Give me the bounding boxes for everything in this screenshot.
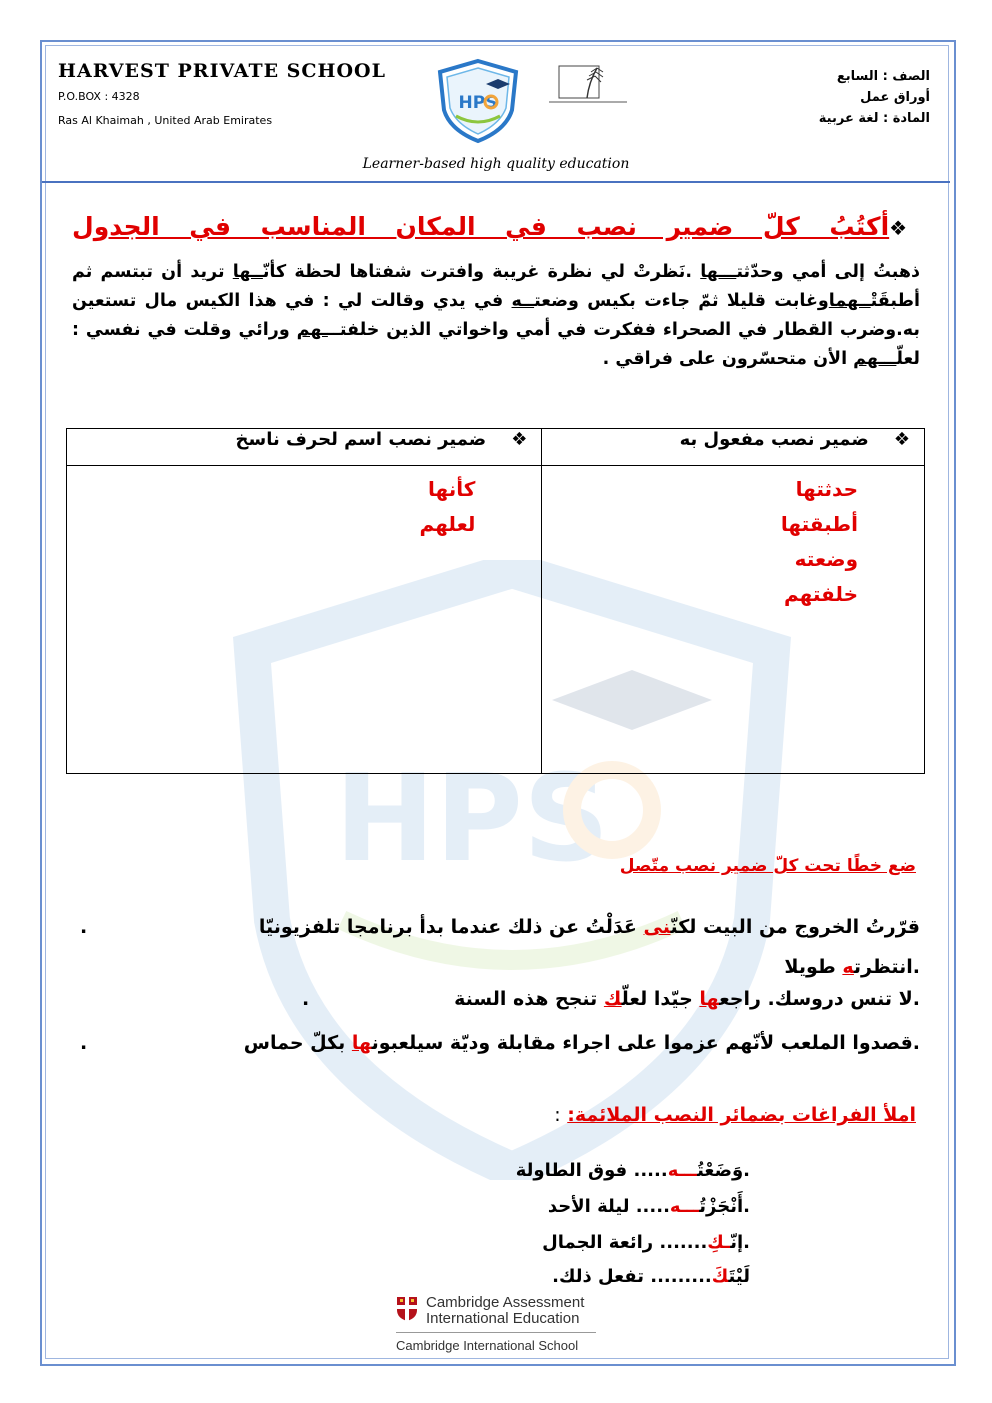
sentence-text: جيّدا لعلّ (621, 988, 700, 1010)
school-tagline: Learner-based high quality education (362, 156, 630, 172)
filled-pronoun: كَ (711, 1266, 729, 1287)
school-name: HARVEST PRIVATE SCHOOL (58, 60, 386, 82)
hps-shield-logo (436, 58, 520, 144)
svg-text:HPS: HPS (334, 750, 610, 889)
passage-text: ذهبتُ إلى أمي وحدّثت (736, 262, 920, 282)
cambridge-line1: Cambridge Assessment (426, 1294, 585, 1311)
table-header-text: ضمير نصب مفعول به (679, 429, 869, 450)
fill-text: .أَنْجَزْتُ (699, 1196, 750, 1217)
sentence-text: قرّرتُ الخروج من البيت لكنّ (670, 916, 920, 938)
sentence-text: تنجح هذه السنة (454, 988, 604, 1010)
fill-text: ......... تفعل ذلك. (552, 1266, 712, 1287)
sentence-text: عَدَلْتُ عن ذلك عندما بدأ برنامجا تلفزيونيّا (258, 916, 644, 938)
fill-blank-1 (420, 1160, 750, 1181)
answer-word: وضعته (794, 547, 858, 571)
section1-title-text: أكتُبُ كلّ ضمير نصب في المكان المناسب في الجدول (72, 212, 890, 241)
passage-underlined: ـــهم (853, 349, 897, 369)
header-divider (42, 181, 950, 183)
fill-text: .وَضَعْتُ (697, 1160, 750, 1181)
passage-underlined: ــهما (828, 291, 871, 311)
grade-label: الصف : السابع (836, 69, 930, 84)
table-header-object-pronoun (542, 429, 925, 466)
fill-text: ....... رائعة الجمال (542, 1232, 708, 1253)
doc-type-label: أوراق عمل (860, 90, 930, 105)
exercise-sentence-4 (70, 1030, 920, 1056)
filled-pronoun: ـكِ (707, 1232, 731, 1253)
school-pobox: P.O.BOX : 4328 (58, 90, 140, 103)
underlined-pronoun: ها (351, 1032, 372, 1054)
sentence-text: .لا تنس دروسك. راجع (719, 988, 920, 1010)
fill-blank-4 (420, 1266, 750, 1287)
class-info (819, 66, 930, 129)
passage-text: الأن متحسّرون على فراقي . (602, 349, 854, 369)
diamond-bullet-icon: ❖ (511, 429, 528, 450)
underlined-pronoun: ها (699, 988, 720, 1010)
section3-title (480, 1104, 916, 1126)
table-cell-particle-answers (67, 466, 542, 774)
table-header-particle-pronoun (67, 429, 542, 466)
answer-word: خلفتهم (783, 582, 858, 606)
passage-underlined: ـــها (700, 262, 737, 282)
sentence-text: .قصدوا الملعب لأنّهم عزموا على اجراء مقابلة وديّة سيلعبون (371, 1032, 920, 1054)
filled-pronoun: ـــه (667, 1160, 698, 1181)
answer-word: كأنها (428, 477, 476, 501)
section1-title (72, 212, 928, 241)
exercise-sentence-1 (70, 914, 920, 940)
sentence-text: .انتظرت (853, 956, 920, 978)
section2-title: ضع خطًا تحت كلّ ضمير نصب متّصل (619, 856, 916, 876)
sentence-dot: . (80, 916, 88, 938)
cambridge-line3: Cambridge International School (396, 1338, 579, 1353)
section3-colon: : (554, 1104, 561, 1126)
passage-text: وغابت قليلا ثمّ جاءت بكيس وضعت (534, 291, 829, 311)
underlined-pronoun: ك (603, 988, 622, 1010)
fill-blank-2 (420, 1196, 750, 1217)
sentence-text: بكلّ حماس (243, 1032, 352, 1054)
passage-underlined: ـهم (296, 320, 328, 340)
fill-blank-3 (420, 1232, 750, 1253)
cambridge-crest-icon (396, 1296, 418, 1322)
school-address: Ras Al Khaimah , United Arab Emirates (58, 114, 273, 127)
passage-text: ورائي وقلت في نفسي : لعلّ (72, 320, 920, 369)
table-header-text: ضمير نصب اسم لحرف ناسخ (235, 429, 487, 450)
sentence-dot: . (80, 1032, 88, 1054)
sentence-dot: . (302, 988, 310, 1010)
passage-text: تريد أن تبتسم ثم أطبقَتْ (72, 262, 920, 311)
underlined-pronoun: ه (842, 956, 854, 978)
fill-text: ..... ليلة الأحد (547, 1196, 670, 1217)
pronoun-table (66, 428, 925, 774)
diamond-bullet-icon: ❖ (889, 216, 928, 240)
fill-text: .إنّ (730, 1232, 750, 1253)
subject-label: المادة : لغة عربية (818, 111, 930, 126)
palm-logo (545, 64, 631, 106)
answer-word: لعلهم (419, 512, 476, 536)
cambridge-line2: International Education (426, 1310, 580, 1327)
fill-text: ..... فوق الطاولة (515, 1160, 668, 1181)
underlined-pronoun: نى (643, 916, 671, 938)
diamond-bullet-icon: ❖ (893, 429, 910, 450)
passage-text: .نَظرتْ لي نظرة غريبة وافترت شفتاها لحظة كأنّ (262, 262, 701, 282)
exercise-sentence-2 (70, 954, 920, 980)
section3-title-text: املأ الفراغات بضمائر النصب الملائمة: (567, 1104, 916, 1126)
answer-word: حدثتها (795, 477, 858, 501)
filled-pronoun: ـــه (669, 1196, 700, 1217)
hps-logo-text: HPS (458, 93, 498, 113)
answer-word: أطبقتها (780, 512, 858, 536)
fill-text: لَيْتَ (728, 1266, 750, 1287)
sentence-text: طويلا (784, 956, 843, 978)
reading-passage (72, 258, 920, 374)
exercise-sentence-3 (70, 986, 920, 1012)
passage-underlined: ــها (232, 262, 263, 282)
passage-text: في يدي وقالت لي : في هذا الكيس مال تستعين به.وضرب القطار في الصحراء ففكرت في أمي واخواتي الذين خلفتــ (72, 291, 920, 340)
passage-underlined: ــه (511, 291, 535, 311)
table-cell-object-answers (542, 466, 925, 774)
cambridge-divider (396, 1332, 596, 1333)
